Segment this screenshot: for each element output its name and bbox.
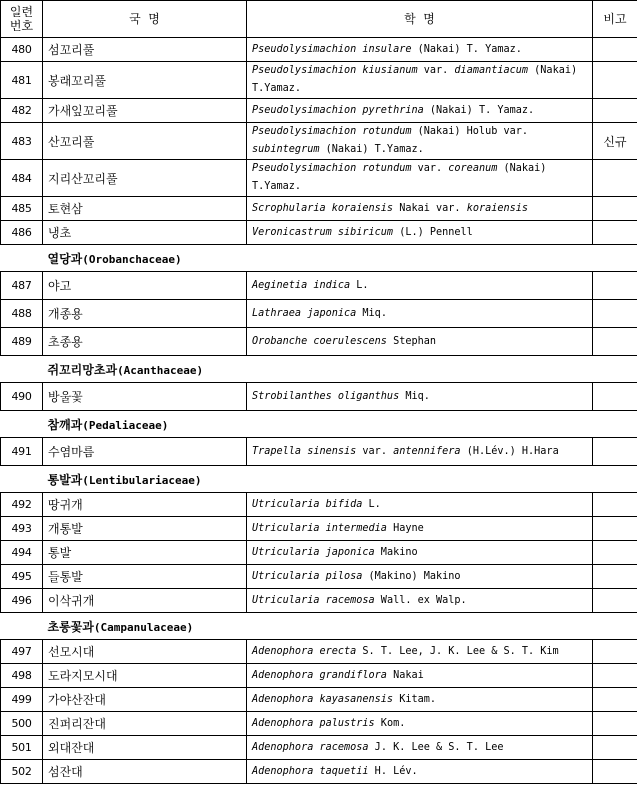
author-text: J. K. Lee & S. T. Lee: [368, 741, 504, 753]
table-row: [1, 38, 637, 62]
family-latin-name: (Pedaliaceae): [82, 418, 169, 432]
table-row: [1, 300, 637, 328]
korean-name-cell: 수염마름: [43, 438, 247, 466]
scientific-epithet: Pseudolysimachion rotundum: [252, 126, 412, 137]
korean-name-cell: 선모시대: [43, 640, 247, 664]
note-cell: [593, 664, 637, 688]
table-row: [1, 160, 637, 197]
family-heading-row: [1, 613, 637, 640]
scientific-name-cell: [247, 541, 593, 565]
korean-name-cell: 통발: [43, 541, 247, 565]
korean-name-cell: 도라지모시대: [43, 664, 247, 688]
serial-number-cell: 482: [1, 99, 43, 123]
table-row: [1, 565, 637, 589]
note-cell: [593, 493, 637, 517]
scientific-epithet: Utricularia bifida: [252, 498, 363, 510]
scientific-name-cell: [247, 565, 593, 589]
family-heading-row: [1, 245, 637, 272]
author-text: Hayne: [386, 522, 424, 534]
serial-number-cell: 485: [1, 197, 43, 221]
note-cell: [593, 565, 637, 589]
korean-name-cell: 가새잎꼬리풀: [43, 99, 247, 123]
note-cell: [593, 62, 637, 99]
scientific-epithet: Utricularia racemosa: [252, 594, 375, 606]
header-korean-name: 국 명: [43, 1, 247, 38]
serial-number-cell: 499: [1, 688, 43, 712]
korean-name-cell: 토현삼: [43, 197, 247, 221]
table-row: [1, 62, 637, 99]
serial-number-cell: 480: [1, 38, 43, 62]
korean-name-cell: 야고: [43, 272, 247, 300]
serial-number-cell: 487: [1, 272, 43, 300]
table-row: [1, 760, 637, 784]
note-cell: [593, 160, 637, 197]
scientific-name-cell: [247, 640, 593, 664]
author-text: (Nakai) T. Yamaz.: [423, 104, 535, 116]
note-cell: [593, 760, 637, 784]
korean-name-cell: 진퍼리잔대: [43, 712, 247, 736]
scientific-name-cell: [247, 664, 593, 688]
scientific-name-cell: [247, 272, 593, 300]
table-body: [1, 38, 637, 784]
korean-name-cell: 개통발: [43, 517, 247, 541]
table-row: [1, 272, 637, 300]
table-header-row: [1, 1, 637, 38]
author-text: L.: [362, 498, 381, 510]
note-cell: [593, 99, 637, 123]
family-heading-row: [1, 466, 637, 493]
author-text: Nakai: [386, 669, 424, 681]
scientific-epithet: Adenophora grandiflora: [252, 669, 387, 681]
author-text: var.: [417, 65, 455, 76]
table-row: [1, 712, 637, 736]
scientific-epithet: diamantiacum: [454, 65, 529, 76]
scientific-epithet: subintegrum: [252, 144, 320, 155]
note-cell: [593, 688, 637, 712]
note-cell: [593, 736, 637, 760]
author-text: L.: [350, 279, 369, 291]
table-row: [1, 688, 637, 712]
scientific-epithet: Adenophora palustris: [252, 717, 375, 729]
table-row: [1, 99, 637, 123]
scientific-name-cell: [247, 160, 593, 197]
scientific-name-cell: [247, 712, 593, 736]
serial-number-cell: 501: [1, 736, 43, 760]
author-text: H. Lév.: [368, 765, 418, 777]
author-text: S. T. Lee, J. K. Lee & S. T. Kim: [356, 645, 559, 657]
scientific-epithet: Pseudolysimachion rotundum: [252, 163, 412, 174]
korean-name-cell: 방울꽃: [43, 383, 247, 411]
serial-number-cell: 497: [1, 640, 43, 664]
author-text: Miq.: [356, 307, 387, 319]
serial-number-cell: 495: [1, 565, 43, 589]
scientific-epithet: Adenophora kayasanensis: [252, 693, 394, 705]
scientific-epithet: Scrophularia koraiensis: [252, 202, 394, 214]
scientific-epithet: koraiensis: [466, 202, 529, 214]
header-scientific-name: 학 명: [247, 1, 593, 38]
note-cell: [593, 272, 637, 300]
scientific-epithet: Adenophora taquetii: [252, 765, 369, 777]
author-text: (Makino) Makino: [362, 570, 461, 582]
family-korean-name: 열당과: [47, 251, 83, 266]
scientific-epithet: Pseudolysimachion insulare: [252, 43, 412, 55]
serial-number-cell: 486: [1, 221, 43, 245]
author-text: Kom.: [374, 717, 406, 729]
family-heading: [1, 411, 637, 438]
family-heading: [1, 466, 637, 493]
table-row: [1, 640, 637, 664]
family-heading: [1, 356, 637, 383]
korean-name-cell: 초종용: [43, 328, 247, 356]
korean-name-cell: 가야산잔대: [43, 688, 247, 712]
serial-number-cell: 490: [1, 383, 43, 411]
scientific-name-cell: [247, 438, 593, 466]
korean-name-cell: 개종용: [43, 300, 247, 328]
scientific-name-cell: [247, 38, 593, 62]
korean-name-cell: 섬꼬리풀: [43, 38, 247, 62]
note-cell: [593, 197, 637, 221]
serial-number-cell: 502: [1, 760, 43, 784]
serial-number-cell: 483: [1, 123, 43, 160]
family-latin-name: (Campanulaceae): [93, 620, 194, 634]
family-korean-name: 초롱꽃과: [47, 619, 94, 634]
header-note: 비고: [593, 1, 637, 38]
family-heading: [1, 245, 637, 272]
scientific-epithet: Adenophora racemosa: [252, 741, 369, 753]
scientific-epithet: Utricularia japonica: [252, 546, 375, 558]
korean-name-cell: 봉래꼬리풀: [43, 62, 247, 99]
korean-name-cell: 들통발: [43, 565, 247, 589]
note-cell: [593, 517, 637, 541]
note-cell: [593, 221, 637, 245]
family-latin-name: (Orobanchaceae): [82, 252, 182, 266]
author-text: var.: [356, 445, 394, 457]
serial-number-cell: 484: [1, 160, 43, 197]
author-text: Makino: [374, 546, 418, 558]
scientific-epithet: Utricularia pilosa: [252, 570, 363, 582]
scientific-name-cell: [247, 736, 593, 760]
scientific-name-cell: [247, 493, 593, 517]
note-cell: [593, 712, 637, 736]
korean-name-cell: 섬잔대: [43, 760, 247, 784]
serial-number-cell: 489: [1, 328, 43, 356]
scientific-epithet: antennifera: [393, 445, 461, 457]
korean-name-cell: 냉초: [43, 221, 247, 245]
note-cell: [593, 383, 637, 411]
header-serial-number: 일련 번호: [1, 1, 43, 38]
author-text: Nakai var.: [393, 202, 467, 214]
table-row: [1, 493, 637, 517]
author-text: (Nakai) Holub var.: [411, 126, 529, 137]
serial-number-cell: 493: [1, 517, 43, 541]
note-cell: [593, 300, 637, 328]
scientific-epithet: Adenophora erecta: [252, 645, 357, 657]
author-text: (Nakai) T.Yamaz.: [319, 144, 424, 155]
author-text: Stephan: [386, 335, 437, 347]
serial-number-cell: 488: [1, 300, 43, 328]
table-row: [1, 438, 637, 466]
scientific-epithet: Pseudolysimachion pyrethrina: [252, 104, 424, 116]
scientific-epithet: Lathraea japonica: [252, 307, 357, 319]
author-text: (Nakai) T. Yamaz.: [411, 43, 522, 55]
author-text: (Nakai) T.Yamaz.: [252, 65, 578, 94]
note-cell: [593, 640, 637, 664]
author-text: (L.) Pennell: [393, 226, 473, 238]
author-text: (Nakai) T.Yamaz.: [252, 163, 547, 192]
family-korean-name: 통발과: [47, 472, 83, 487]
author-text: Wall. ex Walp.: [374, 594, 467, 606]
family-korean-name: 쥐꼬리망초과: [47, 362, 118, 377]
korean-name-cell: 땅귀개: [43, 493, 247, 517]
scientific-name-cell: [247, 197, 593, 221]
scientific-epithet: Pseudolysimachion kiusianum: [252, 65, 418, 76]
scientific-epithet: Utricularia intermedia: [252, 522, 387, 534]
table-row: [1, 664, 637, 688]
table-row: [1, 383, 637, 411]
korean-name-cell: 외대잔대: [43, 736, 247, 760]
korean-name-cell: 지리산꼬리풀: [43, 160, 247, 197]
author-text: Kitam.: [393, 693, 437, 705]
scientific-name-cell: [247, 383, 593, 411]
scientific-name-cell: [247, 589, 593, 613]
author-text: var.: [411, 163, 449, 174]
table-row: [1, 221, 637, 245]
korean-name-cell: 이삭귀개: [43, 589, 247, 613]
scientific-name-cell: [247, 62, 593, 99]
table-row: [1, 123, 637, 160]
family-heading: [1, 613, 637, 640]
scientific-name-cell: [247, 123, 593, 160]
serial-number-cell: 481: [1, 62, 43, 99]
author-text: Miq.: [399, 390, 430, 402]
scientific-name-cell: [247, 517, 593, 541]
table-row: [1, 197, 637, 221]
scientific-epithet: coreanum: [448, 163, 498, 174]
serial-number-cell: 491: [1, 438, 43, 466]
note-cell: [593, 589, 637, 613]
note-cell: [593, 328, 637, 356]
scientific-name-cell: [247, 300, 593, 328]
serial-number-cell: 498: [1, 664, 43, 688]
family-latin-name: (Lentibulariaceae): [82, 473, 202, 487]
serial-number-cell: 494: [1, 541, 43, 565]
serial-number-cell: 496: [1, 589, 43, 613]
note-cell: 신규: [593, 123, 637, 160]
scientific-name-cell: [247, 760, 593, 784]
scientific-epithet: Veronicastrum sibiricum: [252, 226, 394, 238]
family-latin-name: (Acanthaceae): [117, 363, 204, 377]
scientific-epithet: Trapella sinensis: [252, 445, 357, 457]
family-heading-row: [1, 356, 637, 383]
scientific-epithet: Strobilanthes oliganthus: [252, 390, 400, 402]
note-cell: [593, 438, 637, 466]
scientific-name-cell: [247, 99, 593, 123]
scientific-name-cell: [247, 221, 593, 245]
family-heading-row: [1, 411, 637, 438]
note-cell: [593, 541, 637, 565]
table-row: [1, 328, 637, 356]
table-row: [1, 589, 637, 613]
author-text: (H.Lév.) H.Hara: [460, 445, 559, 457]
serial-number-cell: 500: [1, 712, 43, 736]
table-row: [1, 736, 637, 760]
table-row: [1, 541, 637, 565]
note-cell: [593, 38, 637, 62]
scientific-name-cell: [247, 688, 593, 712]
scientific-epithet: Orobanche coerulescens: [252, 335, 387, 347]
family-korean-name: 참깨과: [47, 417, 83, 432]
serial-number-cell: 492: [1, 493, 43, 517]
scientific-name-cell: [247, 328, 593, 356]
scientific-epithet: Aeginetia indica: [252, 279, 351, 291]
korean-name-cell: 산꼬리풀: [43, 123, 247, 160]
table-row: [1, 517, 637, 541]
